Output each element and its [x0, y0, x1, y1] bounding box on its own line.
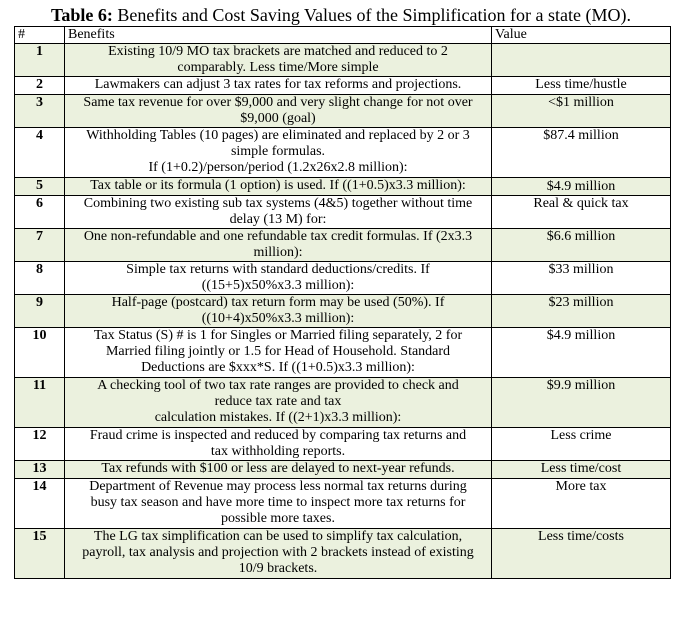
row-benefit — [65, 95, 492, 128]
benefit-line: Existing 10/9 MO tax brackets are matched and reduced to 2 — [108, 44, 448, 59]
table-row — [15, 77, 671, 95]
row-benefit — [65, 428, 492, 461]
benefit-line: Married filing jointly or 1.5 for Head of Household. Standard — [105, 344, 451, 359]
row-number: 1 — [15, 44, 65, 77]
table-row — [15, 479, 671, 529]
benefit-line: million): — [253, 245, 303, 260]
benefit-line: Same tax revenue for over $9,000 and very slight change for not over — [83, 95, 473, 110]
table-body — [15, 44, 671, 579]
row-benefit — [65, 178, 492, 196]
benefit-line: busy tax season and have more time to inspect more tax returns for — [90, 495, 466, 510]
benefit-line: Deductions are $xxx*S. If ((1+0.5)x3.3 million): — [141, 360, 415, 375]
row-value: <$1 million — [492, 95, 671, 128]
row-value: $9.9 million — [492, 378, 671, 428]
benefit-line: Simple tax returns with standard deductions/credits. If — [126, 262, 430, 277]
table-caption — [0, 4, 682, 26]
row-number: 12 — [15, 428, 65, 461]
row-benefit — [65, 479, 492, 529]
benefit-line: Department of Revenue may process less normal tax returns during — [89, 479, 467, 494]
benefit-line: Fraud crime is inspected and reduced by comparing tax returns and — [89, 428, 467, 443]
header-number: # — [15, 27, 65, 44]
row-value: $4.9 million — [492, 178, 671, 196]
table-row — [15, 529, 671, 579]
benefit-line: If (1+0.2)/person/period (1.2x26x2.8 million): — [148, 160, 408, 175]
table-row — [15, 229, 671, 262]
row-number: 7 — [15, 229, 65, 262]
benefit-line: Combining two existing sub tax systems (4&5) together without time — [83, 196, 473, 211]
benefit-line: One non-refundable and one refundable tax credit formulas. If (2x3.3 — [83, 229, 473, 244]
row-benefit — [65, 44, 492, 77]
benefit-line: Tax table or its formula (1 option) is used. If ((1+0.5)x3.3 million): — [90, 178, 466, 193]
table-row — [15, 196, 671, 229]
row-number: 11 — [15, 378, 65, 428]
benefit-line: payroll, tax analysis and projection with 2 brackets instead of existing — [82, 545, 474, 560]
row-number: 13 — [15, 461, 65, 479]
table-row — [15, 44, 671, 77]
row-benefit — [65, 295, 492, 328]
row-number: 14 — [15, 479, 65, 529]
benefit-line: simple formulas. — [230, 144, 326, 159]
row-number: 8 — [15, 262, 65, 295]
row-value: Real & quick tax — [492, 196, 671, 229]
table-row — [15, 262, 671, 295]
row-number: 4 — [15, 128, 65, 178]
benefit-line: Half-page (postcard) tax return form may be used (50%). If — [111, 295, 445, 310]
row-benefit — [65, 196, 492, 229]
table-row — [15, 428, 671, 461]
table-row — [15, 378, 671, 428]
table-row — [15, 461, 671, 479]
row-benefit — [65, 77, 492, 95]
benefit-line: ((15+5)x50%x3.3 million): — [201, 278, 355, 293]
benefit-line: reduce tax rate and tax — [214, 394, 342, 409]
row-number: 6 — [15, 196, 65, 229]
row-value: Less time/costs — [492, 529, 671, 579]
table-caption-text: Benefits and Cost Saving Values of the Simplification for a state (MO). — [112, 5, 631, 25]
table-caption-label: Table 6: — [51, 5, 113, 25]
table-row — [15, 295, 671, 328]
row-number: 3 — [15, 95, 65, 128]
row-benefit — [65, 461, 492, 479]
row-value: $6.6 million — [492, 229, 671, 262]
row-number: 5 — [15, 178, 65, 196]
row-benefit — [65, 262, 492, 295]
row-value: $23 million — [492, 295, 671, 328]
benefit-line: tax withholding reports. — [210, 444, 346, 459]
row-number: 9 — [15, 295, 65, 328]
row-value: $4.9 million — [492, 328, 671, 378]
row-value — [492, 44, 671, 77]
row-value: More tax — [492, 479, 671, 529]
benefit-line: ((10+4)x50%x3.3 million): — [201, 311, 355, 326]
row-value: $87.4 million — [492, 128, 671, 178]
benefit-line: 10/9 brackets. — [238, 561, 318, 576]
row-value: Less time/hustle — [492, 77, 671, 95]
benefit-line: $9,000 (goal) — [240, 111, 316, 126]
benefit-line: The LG tax simplification can be used to simplify tax calculation, — [93, 529, 463, 544]
row-number: 2 — [15, 77, 65, 95]
table-row — [15, 128, 671, 178]
benefit-line: calculation mistakes. If ((2+1)x3.3 million): — [154, 410, 402, 425]
table-row — [15, 328, 671, 378]
benefit-line: possible more taxes. — [221, 511, 335, 526]
benefit-line: Tax refunds with $100 or less are delayed to next-year refunds. — [101, 461, 455, 476]
row-value: Less crime — [492, 428, 671, 461]
benefit-line: Lawmakers can adjust 3 tax rates for tax reforms and projections. — [94, 77, 462, 92]
row-number: 15 — [15, 529, 65, 579]
row-value: Less time/cost — [492, 461, 671, 479]
row-number: 10 — [15, 328, 65, 378]
header-value: Value — [492, 27, 671, 44]
header-benefits: Benefits — [65, 27, 492, 44]
row-benefit — [65, 378, 492, 428]
row-benefit — [65, 229, 492, 262]
row-value: $33 million — [492, 262, 671, 295]
row-benefit — [65, 328, 492, 378]
benefits-table — [14, 26, 671, 579]
row-benefit — [65, 128, 492, 178]
benefit-line: delay (13 M) for: — [229, 212, 327, 227]
benefit-line: A checking tool of two tax rate ranges are provided to check and — [97, 378, 459, 393]
table-header-row — [15, 27, 671, 44]
row-benefit — [65, 529, 492, 579]
table-row — [15, 178, 671, 196]
benefit-line: Withholding Tables (10 pages) are eliminated and replaced by 2 or 3 — [86, 128, 470, 143]
benefit-line: Tax Status (S) # is 1 for Singles or Married filing separately, 2 for — [93, 328, 463, 343]
table-row — [15, 95, 671, 128]
benefit-line: comparably. Less time/More simple — [177, 60, 379, 75]
